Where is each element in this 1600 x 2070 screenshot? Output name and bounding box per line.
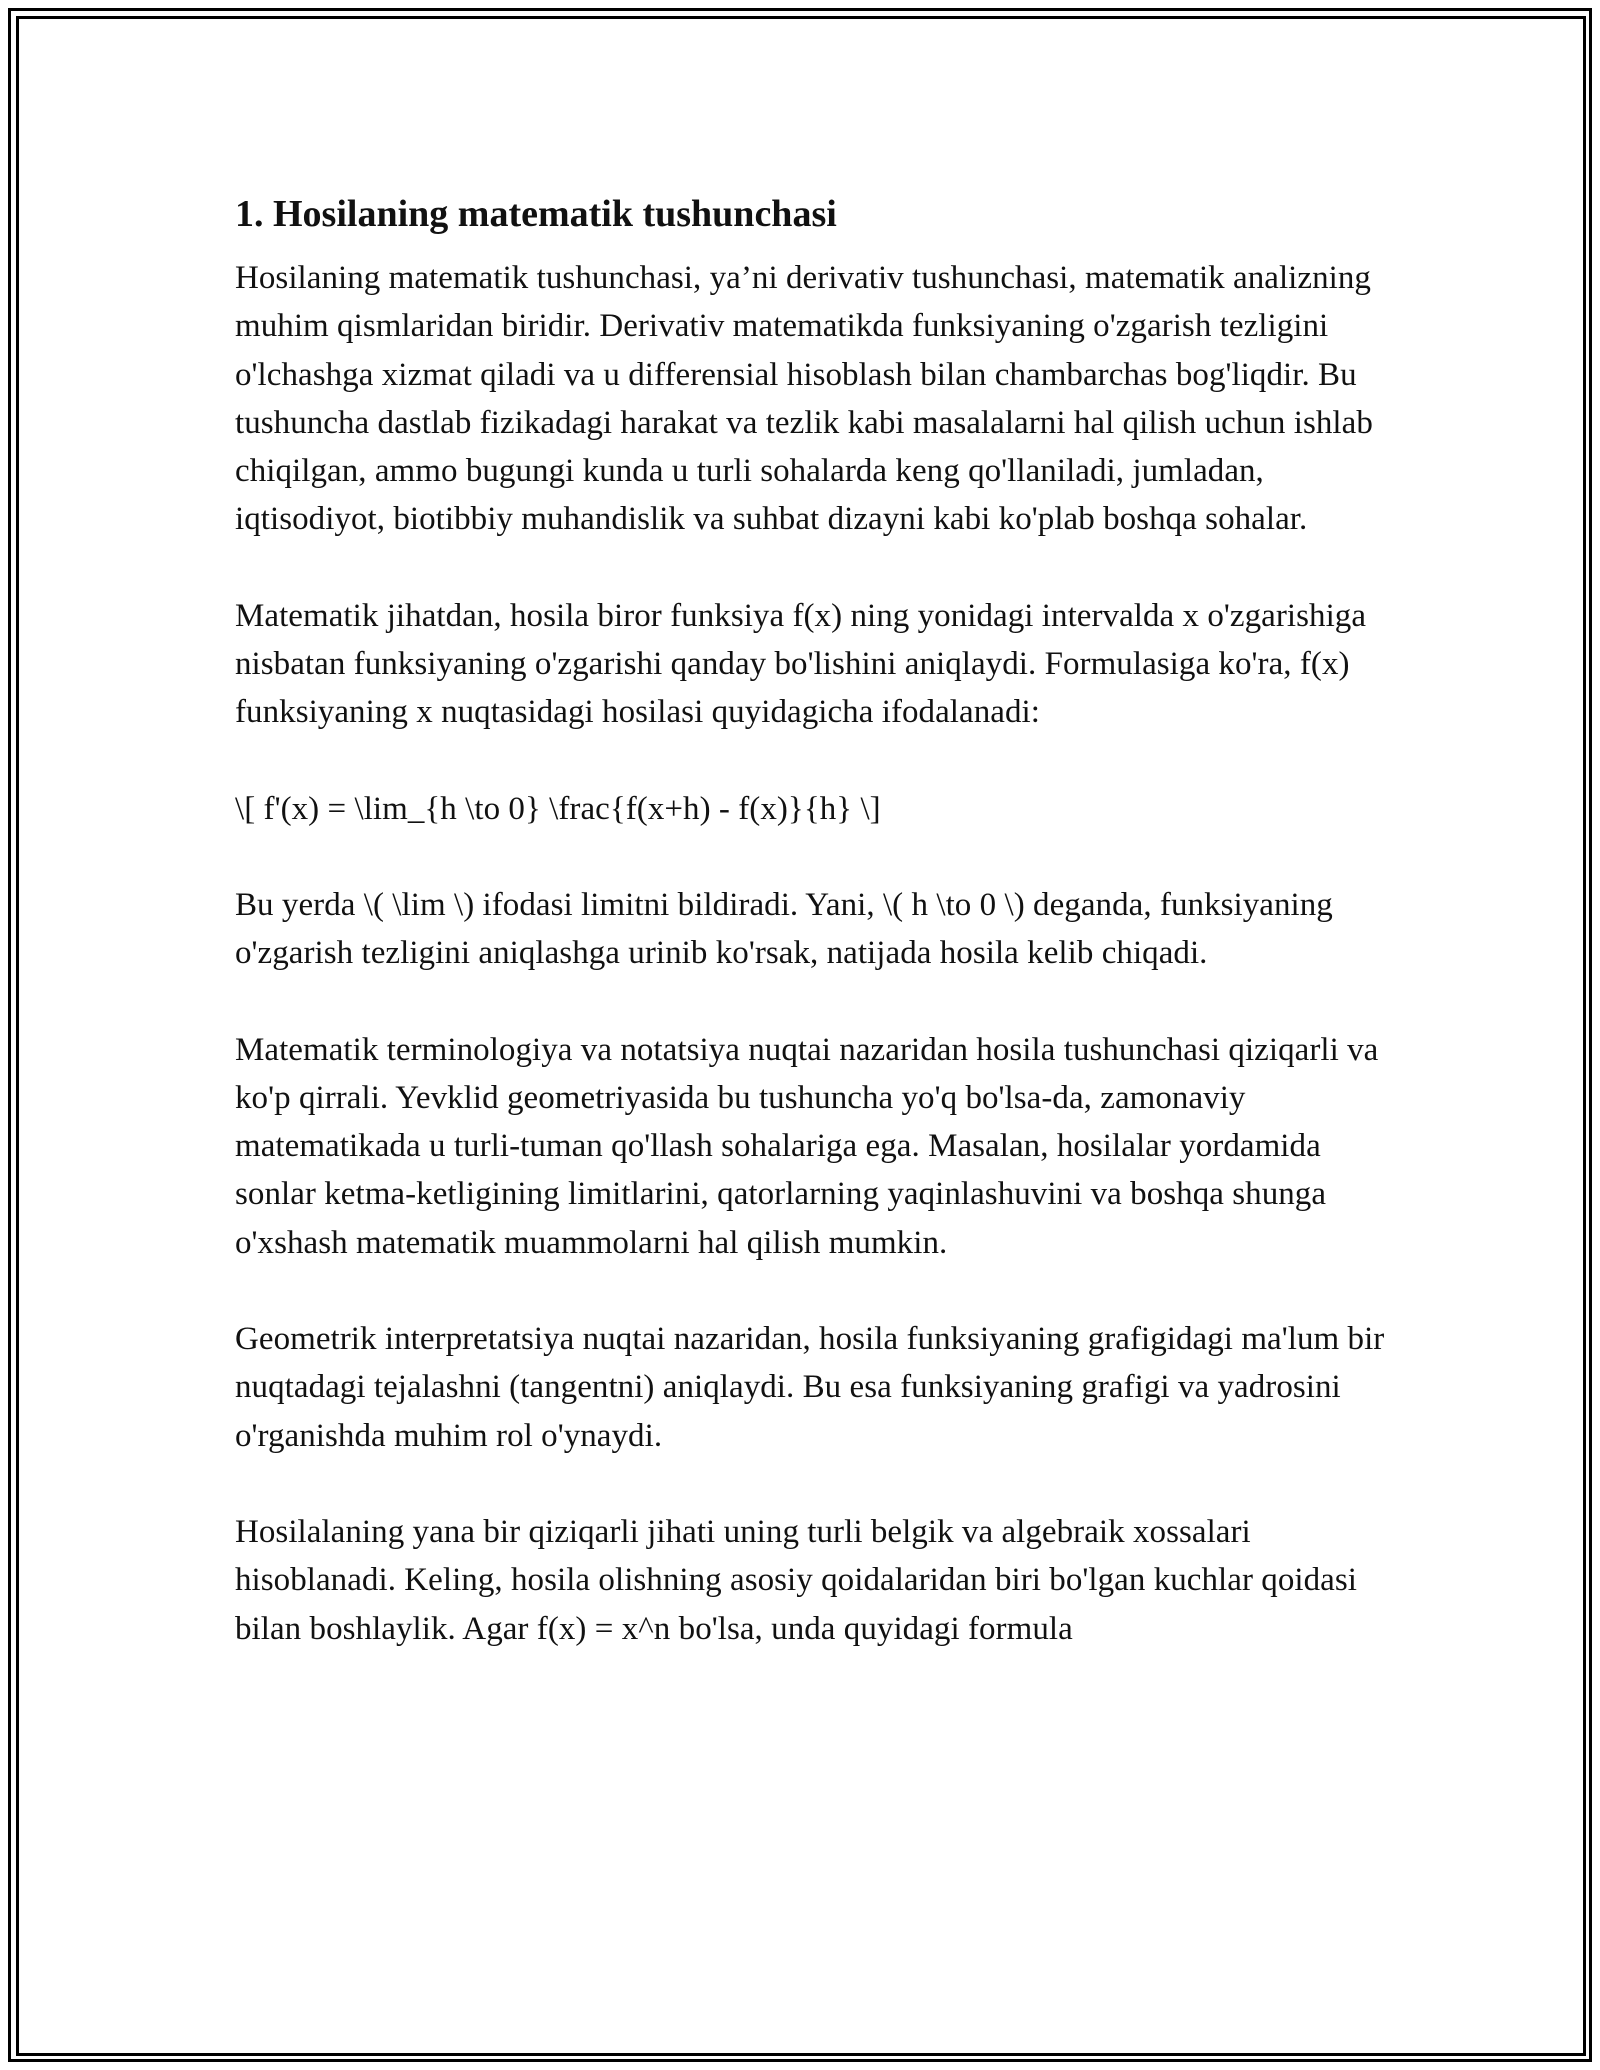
paragraph-terminology: Matematik terminologiya va notatsiya nuqtai nazaridan hosila tushunchasi qiziqarli va ko'p qirrali. Yevklid geometriyasida bu tushuncha yo'q bo'lsa-da, zamonaviy matematikada u turli-tuman qo'llash sohalariga ega. Masalan, hosilalar yordamida sonlar ketma-ketligining limitlarini, qatorlarning yaqinlashuvini va boshqa shunga o'xshash matematik muammolarni hal qilish mumkin. xyxy=(235,1031,1379,1261)
paragraph-power-rule: Hosilalaning yana bir qiziqarli jihati uning turli belgik va algebraik xossalari hisoblanadi. Keling, hosila olishning asosiy qoidalaridan biri bo'lgan kuchlar qoidasi bilan boshlaylik. Agar f(x) = x^n bo'lsa, unda quyidagi formula xyxy=(235,1513,1357,1647)
section-heading: 1. Hosilaning matematik tushunchasi xyxy=(235,193,837,235)
paragraph-limit-explanation: Bu yerda \( \lim \) ifodasi limitni bildiradi. Yani, \( h \to 0 \) deganda, funksiyaning o'zgarish tezligini aniqlashga urinib ko'rsak, natijada hosila kelib chiqadi. xyxy=(235,886,1333,972)
paragraph-intro: Hosilaning matematik tushunchasi, ya’ni derivativ tushunchasi, matematik analizning muhim qismlaridan biridir. Derivativ matematikda funksiyaning o'zgarish tezligini o'lchashga xizmat qiladi va u differensial hisoblash bilan chambarchas bog'liqdir. Bu tushuncha dastlab fizikadagi harakat va tezlik kabi masalalarni hal qilish uchun ishlab chiqilgan, ammo bugungi kunda u turli sohalarda keng qo'llaniladi, jumladan, iqtisodiyot, biotibbiy muhandislik va suhbat dizayni kabi ko'plab boshqa sohalar. xyxy=(235,260,1373,538)
paragraph-geometric: Geometrik interpretatsiya nuqtai nazaridan, hosila funksiyaning grafigidagi ma'lum bir nuqtadagi tejalashni (tangentni) aniqlaydi. Bu esa funksiyaning grafigi va yadrosini o'rganishda muhim rol o'ynaydi. xyxy=(235,1321,1385,1454)
document-body xyxy=(235,186,1395,1701)
paragraph-formula: \[ f'(x) = \lim_{h \to 0} \frac{f(x+h) - f(x)}{h} \] xyxy=(235,790,881,827)
paragraph-definition: Matematik jihatdan, hosila biror funksiya f(x) ning yonidagi intervalda x o'zgarishiga nisbatan funksiyaning o'zgarishi qanday bo'lishini aniqlaydi. Formulasiga ko'ra, f(x) funksiyaning x nuqtasidagi hosilasi quyidagicha ifodalanadi: xyxy=(235,597,1367,731)
